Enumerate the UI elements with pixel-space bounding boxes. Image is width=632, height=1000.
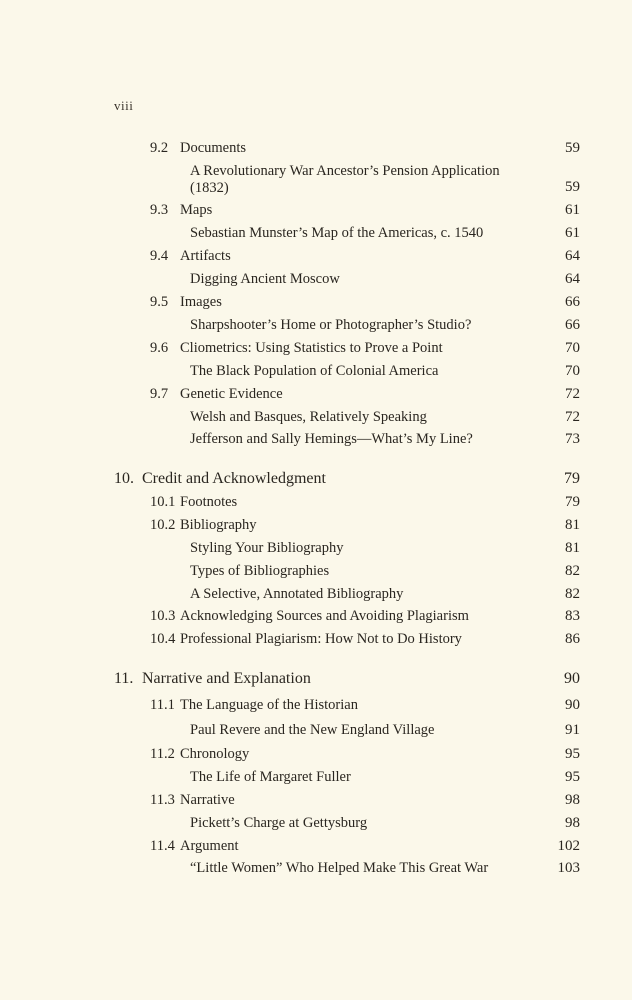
entry-page: 91 [565, 722, 580, 738]
entry-title: Narrative [180, 792, 235, 808]
entry-title: Bibliography [180, 517, 257, 533]
entry-page: 90 [565, 697, 580, 713]
entry-title: Digging Ancient Moscow [190, 271, 340, 287]
entry-number: 10.3 [150, 608, 176, 624]
entry-number: 10.4 [150, 631, 176, 647]
entry-number: 10.2 [150, 517, 176, 533]
entry-number: 9.7 [150, 386, 169, 402]
entry-number: 9.2 [150, 140, 169, 156]
entry-page: 81 [565, 517, 580, 533]
entry-number: 11. [114, 670, 134, 687]
entry-number: 9.5 [150, 294, 169, 310]
entry-page: 70 [565, 340, 580, 356]
entry-page: 83 [565, 608, 580, 624]
entry-title: Maps [180, 202, 213, 218]
entry-title: Footnotes [180, 494, 238, 510]
entry-number: 11.4 [150, 838, 175, 854]
entry-title: Images [180, 294, 222, 310]
entry-title: Sharpshooter’s Home or Photographer’s Studio? [190, 317, 472, 333]
entry-number: 11.1 [150, 697, 175, 713]
entry-page: 103 [557, 860, 580, 876]
entry-page: 66 [565, 317, 580, 333]
entry-page: 81 [565, 540, 580, 556]
entry-title: A Revolutionary War Ancestor’s Pension Application (1832) [190, 163, 500, 196]
entry-page: 98 [565, 815, 580, 831]
entry-page: 64 [565, 271, 580, 287]
entry-number: 9.3 [150, 202, 169, 218]
entry-number: 11.2 [150, 746, 175, 762]
entry-page: 72 [565, 409, 580, 425]
entry-title: Styling Your Bibliography [190, 540, 344, 556]
entry-title: Jefferson and Sally Hemings—What’s My Line? [190, 431, 473, 447]
entry-title: Genetic Evidence [180, 386, 283, 402]
entry-page: 90 [564, 670, 580, 687]
entry-title: A Selective, Annotated Bibliography [190, 586, 404, 602]
entry-page: 82 [565, 586, 580, 602]
entry-title: “Little Women” Who Helped Make This Great War [190, 860, 489, 876]
entry-page: 82 [565, 563, 580, 579]
entry-page: 70 [565, 363, 580, 379]
entry-page: 59 [565, 140, 580, 156]
entry-title: Paul Revere and the New England Village [190, 722, 435, 738]
entry-title: Credit and Acknowledgment [142, 470, 326, 487]
entry-title: Documents [180, 140, 247, 156]
entry-number: 9.4 [150, 248, 169, 264]
entry-number: 9.6 [150, 340, 169, 356]
page-number: viii [114, 98, 134, 113]
entry-page: 61 [565, 202, 580, 218]
entry-title: The Language of the Historian [180, 697, 358, 713]
entry-title: Acknowledging Sources and Avoiding Plagiarism [180, 608, 469, 624]
entry-page: 95 [565, 746, 580, 762]
entry-number: 11.3 [150, 792, 175, 808]
entry-page: 98 [565, 792, 580, 808]
entry-page: 72 [565, 386, 580, 402]
entry-title: Types of Bibliographies [190, 563, 330, 579]
entry-page: 61 [565, 225, 580, 241]
entry-page: 95 [565, 769, 580, 785]
entry-page: 102 [557, 838, 580, 854]
entry-page: 66 [565, 294, 580, 310]
entry-title: Narrative and Explanation [142, 670, 311, 687]
entry-page: 59 [565, 179, 580, 195]
entry-title: Chronology [180, 746, 250, 762]
entry-title: Artifacts [180, 248, 231, 264]
entry-title: The Life of Margaret Fuller [190, 769, 351, 785]
entry-title: Pickett’s Charge at Gettysburg [190, 815, 368, 831]
entry-page: 79 [565, 494, 580, 510]
entry-page: 73 [565, 431, 580, 447]
entry-number: 10. [114, 470, 134, 487]
entry-title: Welsh and Basques, Relatively Speaking [190, 409, 427, 425]
entry-number: 10.1 [150, 494, 176, 510]
entry-page: 86 [565, 631, 580, 647]
entry-title: Sebastian Munster’s Map of the Americas, c. 1540 [190, 225, 484, 241]
entry-page: 79 [564, 470, 580, 487]
entry-title: The Black Population of Colonial America [190, 363, 439, 379]
entry-title: Cliometrics: Using Statistics to Prove a Point [180, 340, 443, 356]
entry-title: Argument [180, 838, 239, 854]
entry-page: 64 [565, 248, 580, 264]
entry-title: Professional Plagiarism: How Not to Do History [180, 631, 462, 647]
